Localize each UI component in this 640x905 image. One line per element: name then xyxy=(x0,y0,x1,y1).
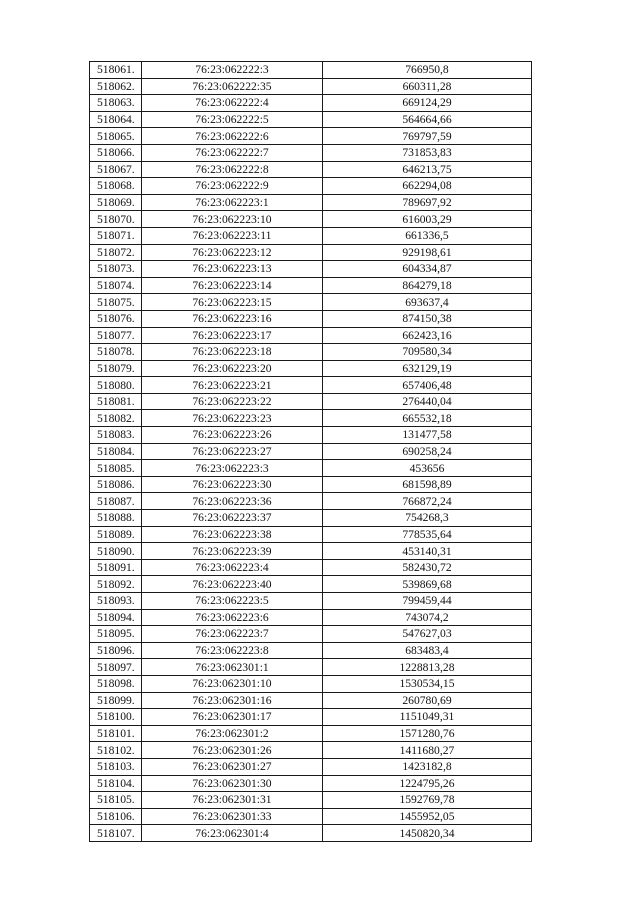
row-number-cell: 518061. xyxy=(90,62,142,79)
row-number-cell: 518072. xyxy=(90,244,142,261)
cadastral-number-cell: 76:23:062223:21 xyxy=(142,377,323,394)
table-row xyxy=(90,261,532,278)
row-number-cell: 518106. xyxy=(90,808,142,825)
row-number-cell: 518065. xyxy=(90,128,142,145)
table-row xyxy=(90,277,532,294)
table-row xyxy=(90,659,532,676)
table-row xyxy=(90,825,532,842)
table-row xyxy=(90,161,532,178)
cadastral-value-cell: 709580,34 xyxy=(323,344,532,361)
table-row xyxy=(90,393,532,410)
table-row xyxy=(90,725,532,742)
row-number-cell: 518103. xyxy=(90,758,142,775)
row-number-cell: 518098. xyxy=(90,675,142,692)
cadastral-number-cell: 76:23:062223:39 xyxy=(142,543,323,560)
table-row xyxy=(90,62,532,79)
cadastral-number-cell: 76:23:062223:7 xyxy=(142,626,323,643)
cadastral-number-cell: 76:23:062223:1 xyxy=(142,194,323,211)
cadastral-number-cell: 76:23:062301:30 xyxy=(142,775,323,792)
row-number-cell: 518089. xyxy=(90,526,142,543)
row-number-cell: 518086. xyxy=(90,476,142,493)
cadastral-number-cell: 76:23:062301:1 xyxy=(142,659,323,676)
row-number-cell: 518085. xyxy=(90,460,142,477)
cadastral-number-cell: 76:23:062301:27 xyxy=(142,758,323,775)
table-row xyxy=(90,593,532,610)
cadastral-number-cell: 76:23:062222:6 xyxy=(142,128,323,145)
cadastral-value-cell: 1411680,27 xyxy=(323,742,532,759)
cadastral-number-cell: 76:23:062223:26 xyxy=(142,427,323,444)
table-row xyxy=(90,410,532,427)
table-row xyxy=(90,178,532,195)
row-number-cell: 518063. xyxy=(90,95,142,112)
cadastral-number-cell: 76:23:062223:22 xyxy=(142,393,323,410)
cadastral-number-cell: 76:23:062222:3 xyxy=(142,62,323,79)
row-number-cell: 518084. xyxy=(90,443,142,460)
row-number-cell: 518077. xyxy=(90,327,142,344)
cadastral-value-cell: 564664,66 xyxy=(323,111,532,128)
row-number-cell: 518082. xyxy=(90,410,142,427)
table-row xyxy=(90,642,532,659)
row-number-cell: 518073. xyxy=(90,261,142,278)
row-number-cell: 518070. xyxy=(90,211,142,228)
row-number-cell: 518074. xyxy=(90,277,142,294)
cadastral-number-cell: 76:23:062223:8 xyxy=(142,642,323,659)
cadastral-value-cell: 1592769,78 xyxy=(323,792,532,809)
cadastral-value-cell: 662423,16 xyxy=(323,327,532,344)
cadastral-value-cell: 1423182,8 xyxy=(323,758,532,775)
row-number-cell: 518099. xyxy=(90,692,142,709)
cadastral-value-cell: 754268,3 xyxy=(323,510,532,527)
row-number-cell: 518087. xyxy=(90,493,142,510)
table-row xyxy=(90,692,532,709)
table-row xyxy=(90,427,532,444)
table-row xyxy=(90,576,532,593)
cadastral-number-cell: 76:23:062223:38 xyxy=(142,526,323,543)
cadastral-value-cell: 743074,2 xyxy=(323,609,532,626)
cadastral-value-cell: 1224795,26 xyxy=(323,775,532,792)
table-row xyxy=(90,808,532,825)
table-row xyxy=(90,758,532,775)
cadastral-value-cell: 547627,03 xyxy=(323,626,532,643)
cadastral-value-cell: 690258,24 xyxy=(323,443,532,460)
table-row xyxy=(90,227,532,244)
cadastral-value-cell: 874150,38 xyxy=(323,310,532,327)
cadastral-value-cell: 929198,61 xyxy=(323,244,532,261)
row-number-cell: 518104. xyxy=(90,775,142,792)
cadastral-value-cell: 1450820,34 xyxy=(323,825,532,842)
cadastral-number-cell: 76:23:062301:10 xyxy=(142,675,323,692)
cadastral-number-cell: 76:23:062222:7 xyxy=(142,144,323,161)
row-number-cell: 518107. xyxy=(90,825,142,842)
table-body xyxy=(90,62,532,842)
table-row xyxy=(90,111,532,128)
cadastral-number-cell: 76:23:062223:3 xyxy=(142,460,323,477)
table-row xyxy=(90,95,532,112)
row-number-cell: 518068. xyxy=(90,178,142,195)
cadastral-number-cell: 76:23:062223:13 xyxy=(142,261,323,278)
cadastral-value-cell: 632129,19 xyxy=(323,360,532,377)
cadastral-number-cell: 76:23:062223:11 xyxy=(142,227,323,244)
cadastral-value-cell: 766950,8 xyxy=(323,62,532,79)
row-number-cell: 518080. xyxy=(90,377,142,394)
cadastral-number-cell: 76:23:062223:4 xyxy=(142,559,323,576)
table-row xyxy=(90,294,532,311)
row-number-cell: 518095. xyxy=(90,626,142,643)
cadastral-number-cell: 76:23:062223:20 xyxy=(142,360,323,377)
cadastral-value-cell: 646213,75 xyxy=(323,161,532,178)
table-row xyxy=(90,792,532,809)
row-number-cell: 518102. xyxy=(90,742,142,759)
row-number-cell: 518091. xyxy=(90,559,142,576)
row-number-cell: 518093. xyxy=(90,593,142,610)
cadastral-number-cell: 76:23:062223:23 xyxy=(142,410,323,427)
cadastral-number-cell: 76:23:062222:8 xyxy=(142,161,323,178)
cadastral-number-cell: 76:23:062301:2 xyxy=(142,725,323,742)
row-number-cell: 518083. xyxy=(90,427,142,444)
table-row xyxy=(90,360,532,377)
row-number-cell: 518096. xyxy=(90,642,142,659)
cadastral-number-cell: 76:23:062301:26 xyxy=(142,742,323,759)
cadastral-number-cell: 76:23:062223:37 xyxy=(142,510,323,527)
table-row xyxy=(90,476,532,493)
table-row xyxy=(90,559,532,576)
cadastral-number-cell: 76:23:062301:4 xyxy=(142,825,323,842)
cadastral-number-cell: 76:23:062223:27 xyxy=(142,443,323,460)
table-row xyxy=(90,626,532,643)
cadastral-number-cell: 76:23:062222:4 xyxy=(142,95,323,112)
row-number-cell: 518078. xyxy=(90,344,142,361)
table-row xyxy=(90,144,532,161)
row-number-cell: 518088. xyxy=(90,510,142,527)
cadastral-value-cell: 665532,18 xyxy=(323,410,532,427)
cadastral-value-cell: 453656 xyxy=(323,460,532,477)
cadastral-number-cell: 76:23:062223:10 xyxy=(142,211,323,228)
row-number-cell: 518062. xyxy=(90,78,142,95)
cadastral-value-cell: 453140,31 xyxy=(323,543,532,560)
table-row xyxy=(90,244,532,261)
cadastral-value-cell: 799459,44 xyxy=(323,593,532,610)
cadastral-value-cell: 539869,68 xyxy=(323,576,532,593)
cadastral-number-cell: 76:23:062223:5 xyxy=(142,593,323,610)
row-number-cell: 518092. xyxy=(90,576,142,593)
cadastral-value-cell: 582430,72 xyxy=(323,559,532,576)
cadastral-value-cell: 693637,4 xyxy=(323,294,532,311)
row-number-cell: 518069. xyxy=(90,194,142,211)
table-row xyxy=(90,78,532,95)
cadastral-number-cell: 76:23:062223:18 xyxy=(142,344,323,361)
table-row xyxy=(90,526,532,543)
cadastral-value-cell: 769797,59 xyxy=(323,128,532,145)
table-row xyxy=(90,510,532,527)
table-row xyxy=(90,709,532,726)
table-row xyxy=(90,327,532,344)
cadastral-number-cell: 76:23:062223:40 xyxy=(142,576,323,593)
row-number-cell: 518079. xyxy=(90,360,142,377)
row-number-cell: 518101. xyxy=(90,725,142,742)
cadastral-value-cell: 731853,83 xyxy=(323,144,532,161)
cadastral-number-cell: 76:23:062222:35 xyxy=(142,78,323,95)
cadastral-value-cell: 662294,08 xyxy=(323,178,532,195)
row-number-cell: 518066. xyxy=(90,144,142,161)
table-row xyxy=(90,344,532,361)
cadastral-value-cell: 683483,4 xyxy=(323,642,532,659)
cadastral-value-cell: 864279,18 xyxy=(323,277,532,294)
table-row xyxy=(90,543,532,560)
row-number-cell: 518071. xyxy=(90,227,142,244)
cadastral-value-cell: 661336,5 xyxy=(323,227,532,244)
cadastral-value-cell: 1455952,05 xyxy=(323,808,532,825)
cadastral-number-cell: 76:23:062223:12 xyxy=(142,244,323,261)
table-row xyxy=(90,377,532,394)
table-row xyxy=(90,493,532,510)
row-number-cell: 518067. xyxy=(90,161,142,178)
cadastral-value-cell: 778535,64 xyxy=(323,526,532,543)
table-row xyxy=(90,675,532,692)
table-row xyxy=(90,775,532,792)
cadastral-value-cell: 669124,29 xyxy=(323,95,532,112)
row-number-cell: 518100. xyxy=(90,709,142,726)
table-row xyxy=(90,128,532,145)
cadastral-value-cell: 1228813,28 xyxy=(323,659,532,676)
cadastral-number-cell: 76:23:062301:16 xyxy=(142,692,323,709)
row-number-cell: 518105. xyxy=(90,792,142,809)
cadastral-value-cell: 766872,24 xyxy=(323,493,532,510)
row-number-cell: 518081. xyxy=(90,393,142,410)
cadastral-value-cell: 616003,29 xyxy=(323,211,532,228)
cadastral-number-cell: 76:23:062223:6 xyxy=(142,609,323,626)
cadastral-number-cell: 76:23:062222:9 xyxy=(142,178,323,195)
row-number-cell: 518097. xyxy=(90,659,142,676)
cadastral-value-table xyxy=(89,61,532,842)
cadastral-number-cell: 76:23:062223:16 xyxy=(142,310,323,327)
cadastral-number-cell: 76:23:062301:33 xyxy=(142,808,323,825)
cadastral-value-cell: 660311,28 xyxy=(323,78,532,95)
cadastral-number-cell: 76:23:062223:36 xyxy=(142,493,323,510)
cadastral-number-cell: 76:23:062222:5 xyxy=(142,111,323,128)
row-number-cell: 518076. xyxy=(90,310,142,327)
cadastral-value-cell: 1530534,15 xyxy=(323,675,532,692)
table-row xyxy=(90,443,532,460)
cadastral-number-cell: 76:23:062223:14 xyxy=(142,277,323,294)
cadastral-number-cell: 76:23:062301:31 xyxy=(142,792,323,809)
cadastral-value-cell: 276440,04 xyxy=(323,393,532,410)
cadastral-number-cell: 76:23:062223:15 xyxy=(142,294,323,311)
cadastral-number-cell: 76:23:062223:17 xyxy=(142,327,323,344)
cadastral-value-cell: 681598,89 xyxy=(323,476,532,493)
table-row xyxy=(90,460,532,477)
cadastral-value-cell: 657406,48 xyxy=(323,377,532,394)
table-row xyxy=(90,609,532,626)
row-number-cell: 518075. xyxy=(90,294,142,311)
cadastral-value-cell: 1571280,76 xyxy=(323,725,532,742)
cadastral-value-cell: 260780,69 xyxy=(323,692,532,709)
table-row xyxy=(90,211,532,228)
cadastral-value-cell: 1151049,31 xyxy=(323,709,532,726)
row-number-cell: 518090. xyxy=(90,543,142,560)
table-row xyxy=(90,742,532,759)
cadastral-number-cell: 76:23:062301:17 xyxy=(142,709,323,726)
row-number-cell: 518094. xyxy=(90,609,142,626)
table-row xyxy=(90,194,532,211)
cadastral-value-cell: 604334,87 xyxy=(323,261,532,278)
cadastral-value-cell: 131477,58 xyxy=(323,427,532,444)
cadastral-value-cell: 789697,92 xyxy=(323,194,532,211)
table-row xyxy=(90,310,532,327)
cadastral-number-cell: 76:23:062223:30 xyxy=(142,476,323,493)
row-number-cell: 518064. xyxy=(90,111,142,128)
